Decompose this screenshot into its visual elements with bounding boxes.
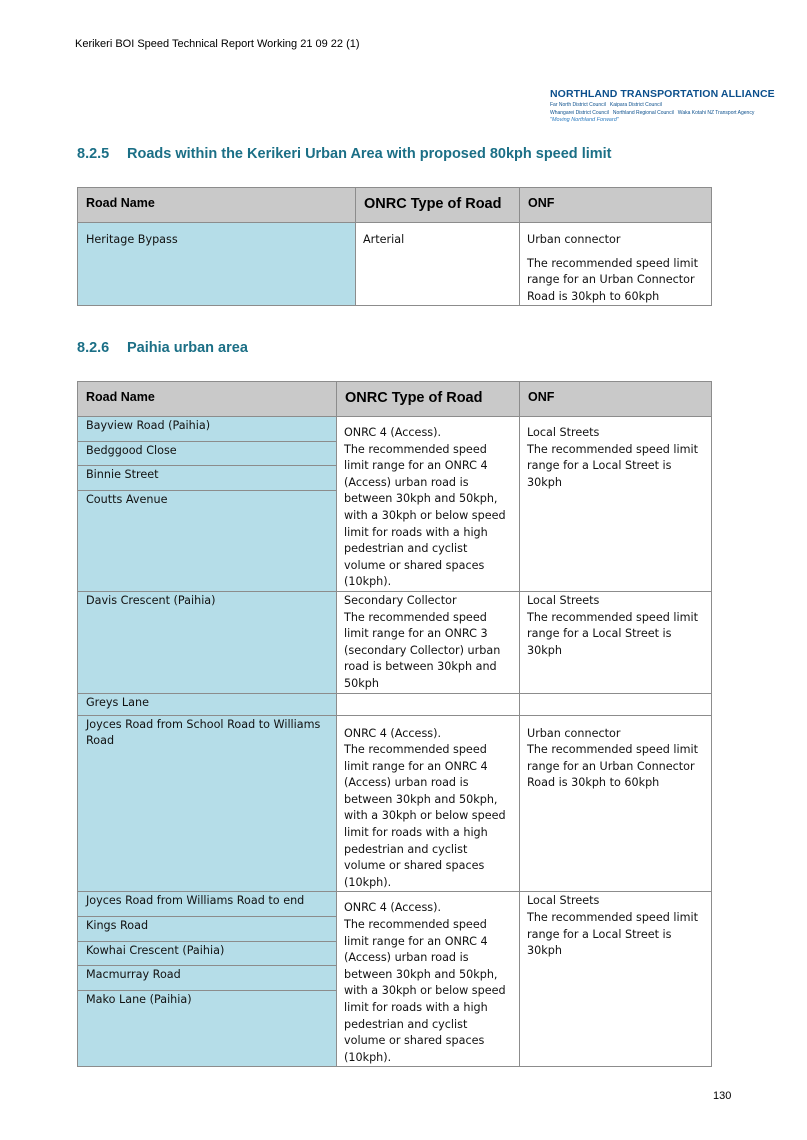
onf-cell: Local Streets The recommended speed limit range for a Local Street is 30kph xyxy=(520,591,712,693)
page-number: 130 xyxy=(713,1090,732,1102)
onf-cell: Local Streets The recommended speed limit range for a Local Street is 30kph xyxy=(520,892,712,1067)
col-header-road-name: Road Name xyxy=(78,188,356,223)
onrc-cell: ONRC 4 (Access). The recommended speed limit range for an ONRC 4 (Access) urban road is between 30kph and 50kph, with a 30kph or below speed limit for roads with a high pedestrian and cyclist volume or shared spaces (10kph). xyxy=(337,417,520,592)
col-header-road-name: Road Name xyxy=(78,382,337,417)
table-row xyxy=(78,715,712,892)
logo-partner: Waka Kotahi NZ Transport Agency xyxy=(677,110,755,116)
road-name-cell: Binnie Street xyxy=(78,466,337,491)
section-number: 8.2.6 xyxy=(77,340,110,356)
logo-wordmark: NORTHLAND TRANSPORTATION ALLIANCE xyxy=(550,88,775,100)
road-name-cell: Davis Crescent (Paihia) xyxy=(78,591,337,693)
section-title: Paihia urban area xyxy=(127,340,248,356)
road-name-cell: Macmurray Road xyxy=(78,966,337,991)
logo-partner: Far North District Council xyxy=(550,102,606,108)
section-title: Roads within the Kerikeri Urban Area with proposed 80kph speed limit xyxy=(127,146,612,162)
kerikeri-80kph-table xyxy=(77,187,712,306)
col-header-onrc-type: ONRC Type of Road xyxy=(356,188,520,223)
paihia-urban-area-table xyxy=(77,381,712,1067)
road-name-cell: Bedggood Close xyxy=(78,441,337,466)
table-header-row xyxy=(78,188,712,223)
logo-partner: Kaipara District Council xyxy=(609,102,662,108)
table-row xyxy=(78,693,712,715)
table-row xyxy=(78,417,712,442)
col-header-onf: ONF xyxy=(520,188,712,223)
road-name-cell: Kowhai Crescent (Paihia) xyxy=(78,941,337,966)
document-header-title: Kerikeri BOI Speed Technical Report Working 21 09 22 (1) xyxy=(75,38,360,50)
road-name-cell: Joyces Road from School Road to Williams Road xyxy=(78,715,337,892)
onf-cell: Local Streets The recommended speed limit range for a Local Street is 30kph xyxy=(520,417,712,592)
onf-cell xyxy=(520,693,712,715)
onrc-cell: ONRC 4 (Access). The recommended speed limit range for an ONRC 4 (Access) urban road is between 30kph and 50kph, with a 30kph or below speed limit for roads with a high pedestrian and cyclist volume or shared spaces (10kph). xyxy=(337,892,520,1067)
section-number: 8.2.5 xyxy=(77,146,110,162)
table-row xyxy=(78,223,712,306)
onrc-cell: Secondary Collector The recommended speed limit range for an ONRC 3 (secondary Collector) urban road is between 30kph and 50kph xyxy=(337,591,520,693)
logo-partners-row2 xyxy=(550,110,755,116)
table-row xyxy=(78,591,712,693)
logo-partners xyxy=(550,102,722,108)
road-name-cell: Coutts Avenue xyxy=(78,490,337,591)
col-header-onrc-type: ONRC Type of Road xyxy=(337,382,520,417)
road-name-cell: Greys Lane xyxy=(78,693,337,715)
table-row xyxy=(78,892,712,917)
northland-transportation-alliance-logo xyxy=(550,88,775,123)
col-header-onf: ONF xyxy=(520,382,712,417)
road-name-cell: Joyces Road from Williams Road to end xyxy=(78,892,337,917)
onf-cell: Urban connector The recommended speed limit range for an Urban Connector Road is 30kph to 60kph xyxy=(520,223,712,306)
table-header-row xyxy=(78,382,712,417)
road-name-cell: Heritage Bypass xyxy=(78,223,356,306)
onrc-cell xyxy=(337,693,520,715)
logo-partner: Whangarei District Council xyxy=(550,110,609,116)
road-name-cell: Bayview Road (Paihia) xyxy=(78,417,337,442)
onrc-cell: Arterial xyxy=(356,223,520,306)
road-name-cell: Mako Lane (Paihia) xyxy=(78,991,337,1067)
road-name-cell: Kings Road xyxy=(78,917,337,942)
logo-tagline: "Moving Northland Forward" xyxy=(550,117,619,123)
section-heading-8-2-5 xyxy=(77,146,612,162)
logo-partner: Northland Regional Council xyxy=(612,110,674,116)
section-heading-8-2-6 xyxy=(77,340,248,356)
onf-cell: Urban connector The recommended speed limit range for an Urban Connector Road is 30kph to 60kph xyxy=(520,715,712,892)
onrc-cell: ONRC 4 (Access). The recommended speed limit range for an ONRC 4 (Access) urban road is between 30kph and 50kph, with a 30kph or below speed limit for roads with a high pedestrian and cyclist volume or shared spaces (10kph). xyxy=(337,715,520,892)
